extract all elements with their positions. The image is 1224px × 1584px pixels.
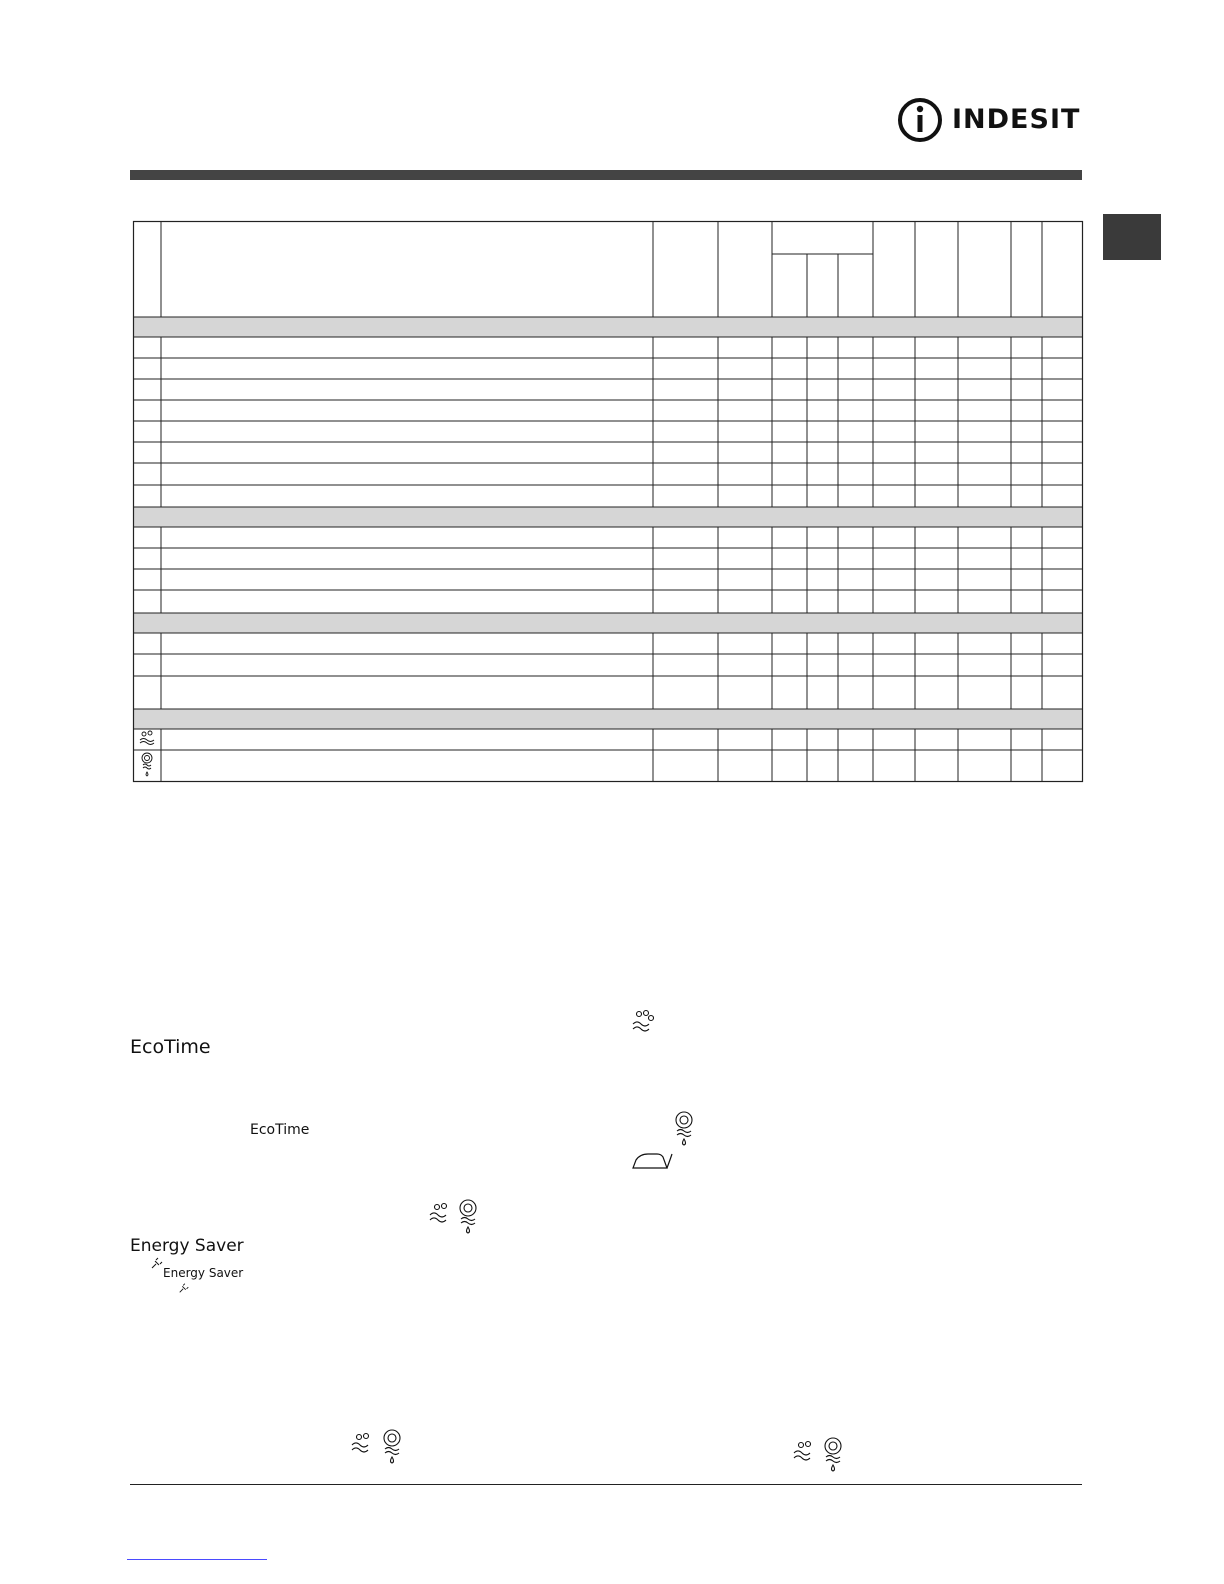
table-border <box>134 222 1083 782</box>
bottom-rule <box>130 1484 1082 1485</box>
table-group-row <box>134 613 1082 633</box>
table-group-row <box>134 317 1082 337</box>
rinse-icon <box>792 1438 818 1464</box>
spin-drain-icon <box>821 1436 845 1474</box>
energy-saver-plug-icon <box>150 1256 164 1270</box>
iron-icon <box>630 1148 674 1172</box>
table-group-row <box>134 507 1082 527</box>
brand-name: INDESIT <box>952 104 1081 135</box>
energy-saver-inline: Energy Saver <box>163 1266 244 1280</box>
table-body-group-1 <box>161 337 1042 507</box>
rinse-icon <box>428 1200 454 1226</box>
footer-link-underline[interactable] <box>127 1559 267 1560</box>
rinse-icon <box>350 1430 376 1456</box>
table-body-group-2 <box>161 527 1042 613</box>
spin-drain-icon <box>672 1110 696 1148</box>
spin-drain-icon <box>142 753 152 776</box>
table-body-group-4 <box>161 729 1042 782</box>
rinse-icon <box>140 731 154 745</box>
table-body-group-3 <box>161 633 1042 709</box>
spin-drain-icon <box>456 1198 480 1236</box>
rinse-icon <box>630 1008 658 1034</box>
ecotime-heading: EcoTime <box>130 1036 211 1058</box>
table-group-row <box>134 709 1082 729</box>
spin-drain-icon <box>380 1428 404 1466</box>
energy-saver-heading: Energy Saver <box>130 1236 244 1256</box>
energy-saver-plug-icon <box>178 1282 190 1294</box>
ecotime-inline: EcoTime <box>250 1122 310 1138</box>
